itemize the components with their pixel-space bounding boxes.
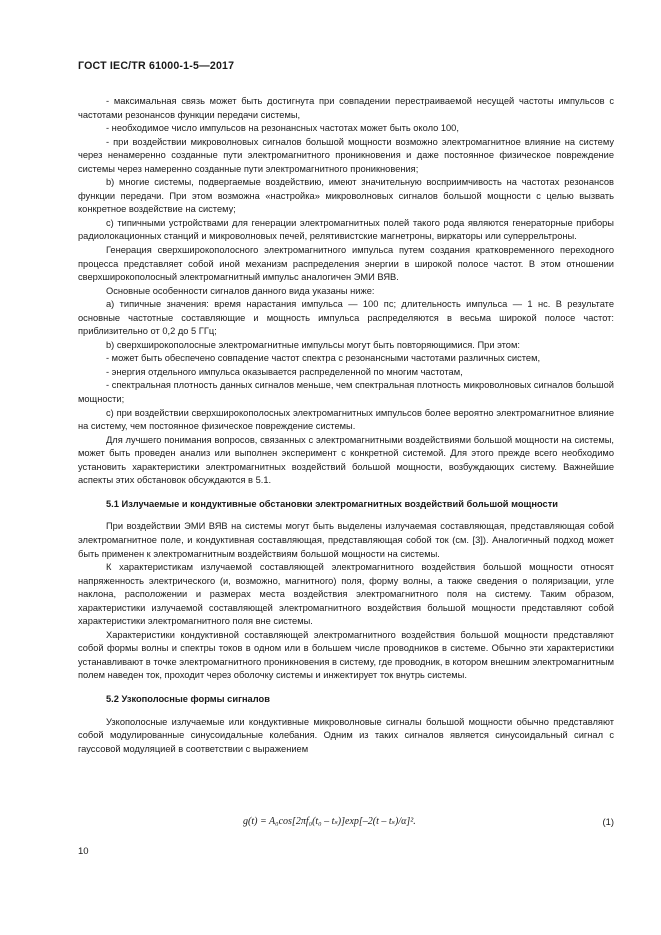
paragraph: - максимальная связь может быть достигнута при совпадении перестраиваемой несущей частоты импульсов с частотами резонансов функции передачи системы, — [78, 96, 614, 120]
paragraph: - энергия отдельного импульса оказывается распределенной по многим частотам, — [106, 366, 463, 377]
document-header: ГОСТ IEC/TR 61000-1-5—2017 — [78, 60, 235, 72]
paragraph: Генерация сверхширокополосного электромагнитного импульса путем создания кратковременного переходного процесса представляет собой иной механизм распределения энергии в широкой полосе частот. В этом отношении сверхширокополосный электромагнитный импульс аналогичен ЭМИ ВЯВ. — [78, 245, 614, 283]
document-body — [78, 95, 614, 756]
paragraph: - при воздействии микроволновых сигналов большой мощности возможно электромагнитное влияние на систему через ненамеренно созданные пути электромагнитного проникновения и даже постоянное физическое повреждение системы через намеренно созданные пути электромагнитного проникновения; — [78, 136, 614, 174]
paragraph: c) типичными устройствами для генерации электромагнитных полей такого рода являются генераторные приборы радиолокационных станций и микроволновых печей, релятивистские магнетроны, виркаторы или суперрельтроны. — [78, 217, 614, 242]
paragraph: b) сверхширокополосные электромагнитные импульсы могут быть повторяющимися. При этом: — [106, 339, 520, 350]
formula-number: (1) — [602, 816, 614, 827]
paragraph: При воздействии ЭМИ ВЯВ на системы могут быть выделены излучаемая составляющая, представляющая собой электромагнитное поле, и кондуктивная составляющая, представляющая собой ток (см. [3]). Аналогичный подход может быть применен к электромагнитным воздействиям большой мощности на системы. — [78, 521, 614, 559]
paragraph: - спектральная плотность данных сигналов меньше, чем спектральная плотность микроволновых сигналов большой мощности; — [78, 380, 614, 405]
paragraph: Основные особенности сигналов данного вида указаны ниже: — [106, 285, 375, 296]
formula-expression: g(t) = A₀cos[2πf₀(t₀ – tₛ)]exp[–2(t – tₛ)/α]². — [243, 816, 416, 827]
paragraph: - необходимое число импульсов на резонансных частотах может быть около 100, — [106, 123, 459, 134]
section-heading-5-1: 5.1 Излучаемые и кондуктивные обстановки электромагнитных воздействий большой мощности — [106, 498, 558, 509]
formula-1 — [78, 816, 614, 830]
paragraph: Характеристики кондуктивной составляющей электромагнитного воздействия большой мощности представляют собой формы волны и спектры токов в одном или в большем числе проводников в системе. Обычно эти характеристики устанавливают в точке электромагнитного проникновения в систему, где проводник, в котором внешним электромагнитным полем наведен ток, проходит через оболочку системы и инжектирует ток внутрь системы. — [78, 629, 614, 681]
page-number: 10 — [78, 846, 89, 857]
paragraph: Узкополосные излучаемые или кондуктивные микроволновые сигналы большой мощности обычно представляют собой модулированные синусоидальные колебания. Одним из таких сигналов является синусоидальный сигнал с гауссовой модуляцией в соответствии с выражением — [78, 716, 614, 754]
paragraph: a) типичные значения: время нарастания импульса — 100 пс; длительность импульса — 1 нс. В результате основные частотные составляющие и мощность импульса распределяются в весьма широкой полосе частот: приблизительно от 0,2 до 5 ГГц; — [78, 299, 614, 337]
paragraph: К характеристикам излучаемой составляющей электромагнитного воздействия большой мощности относят напряженность электрического (и, возможно, магнитного) поля, форму волны, а также сведения о поляризации, угле наклона, расположении и размерах места воздействия электромагнитного поля на систему. Таким образом, характеристики излучаемой составляющей электромагнитного воздействия большой мощности представляют собой характеристики электромагнитного поля вне системы. — [78, 562, 614, 627]
paragraph: - может быть обеспечено совпадение частот спектра с резонансными частотами различных систем, — [106, 353, 541, 364]
paragraph: c) при воздействии сверхширокополосных электромагнитных импульсов более вероятно электромагнитное влияние на систему, чем постоянное физическое повреждение системы. — [78, 407, 614, 432]
section-heading-5-2: 5.2 Узкополосные формы сигналов — [106, 693, 270, 704]
paragraph: Для лучшего понимания вопросов, связанных с электромагнитными воздействиями большой мощности на системы, может быть проведен анализ или выполнен эксперимент с конкретной системой. Для этого прежде всего необходимо установить характеристики электромагнитных воздействий большой мощности, возбуждающих систему. Важнейшие аспекты этих обстановок обсуждаются в 5.1. — [78, 434, 614, 486]
paragraph: b) многие системы, подвергаемые воздействию, имеют значительную восприимчивость на частотах резонансов функции передачи. При этом возможна «настройка» микроволновых сигналов большой мощности с целью вызвать конкретное воздействие на систему; — [78, 177, 614, 215]
